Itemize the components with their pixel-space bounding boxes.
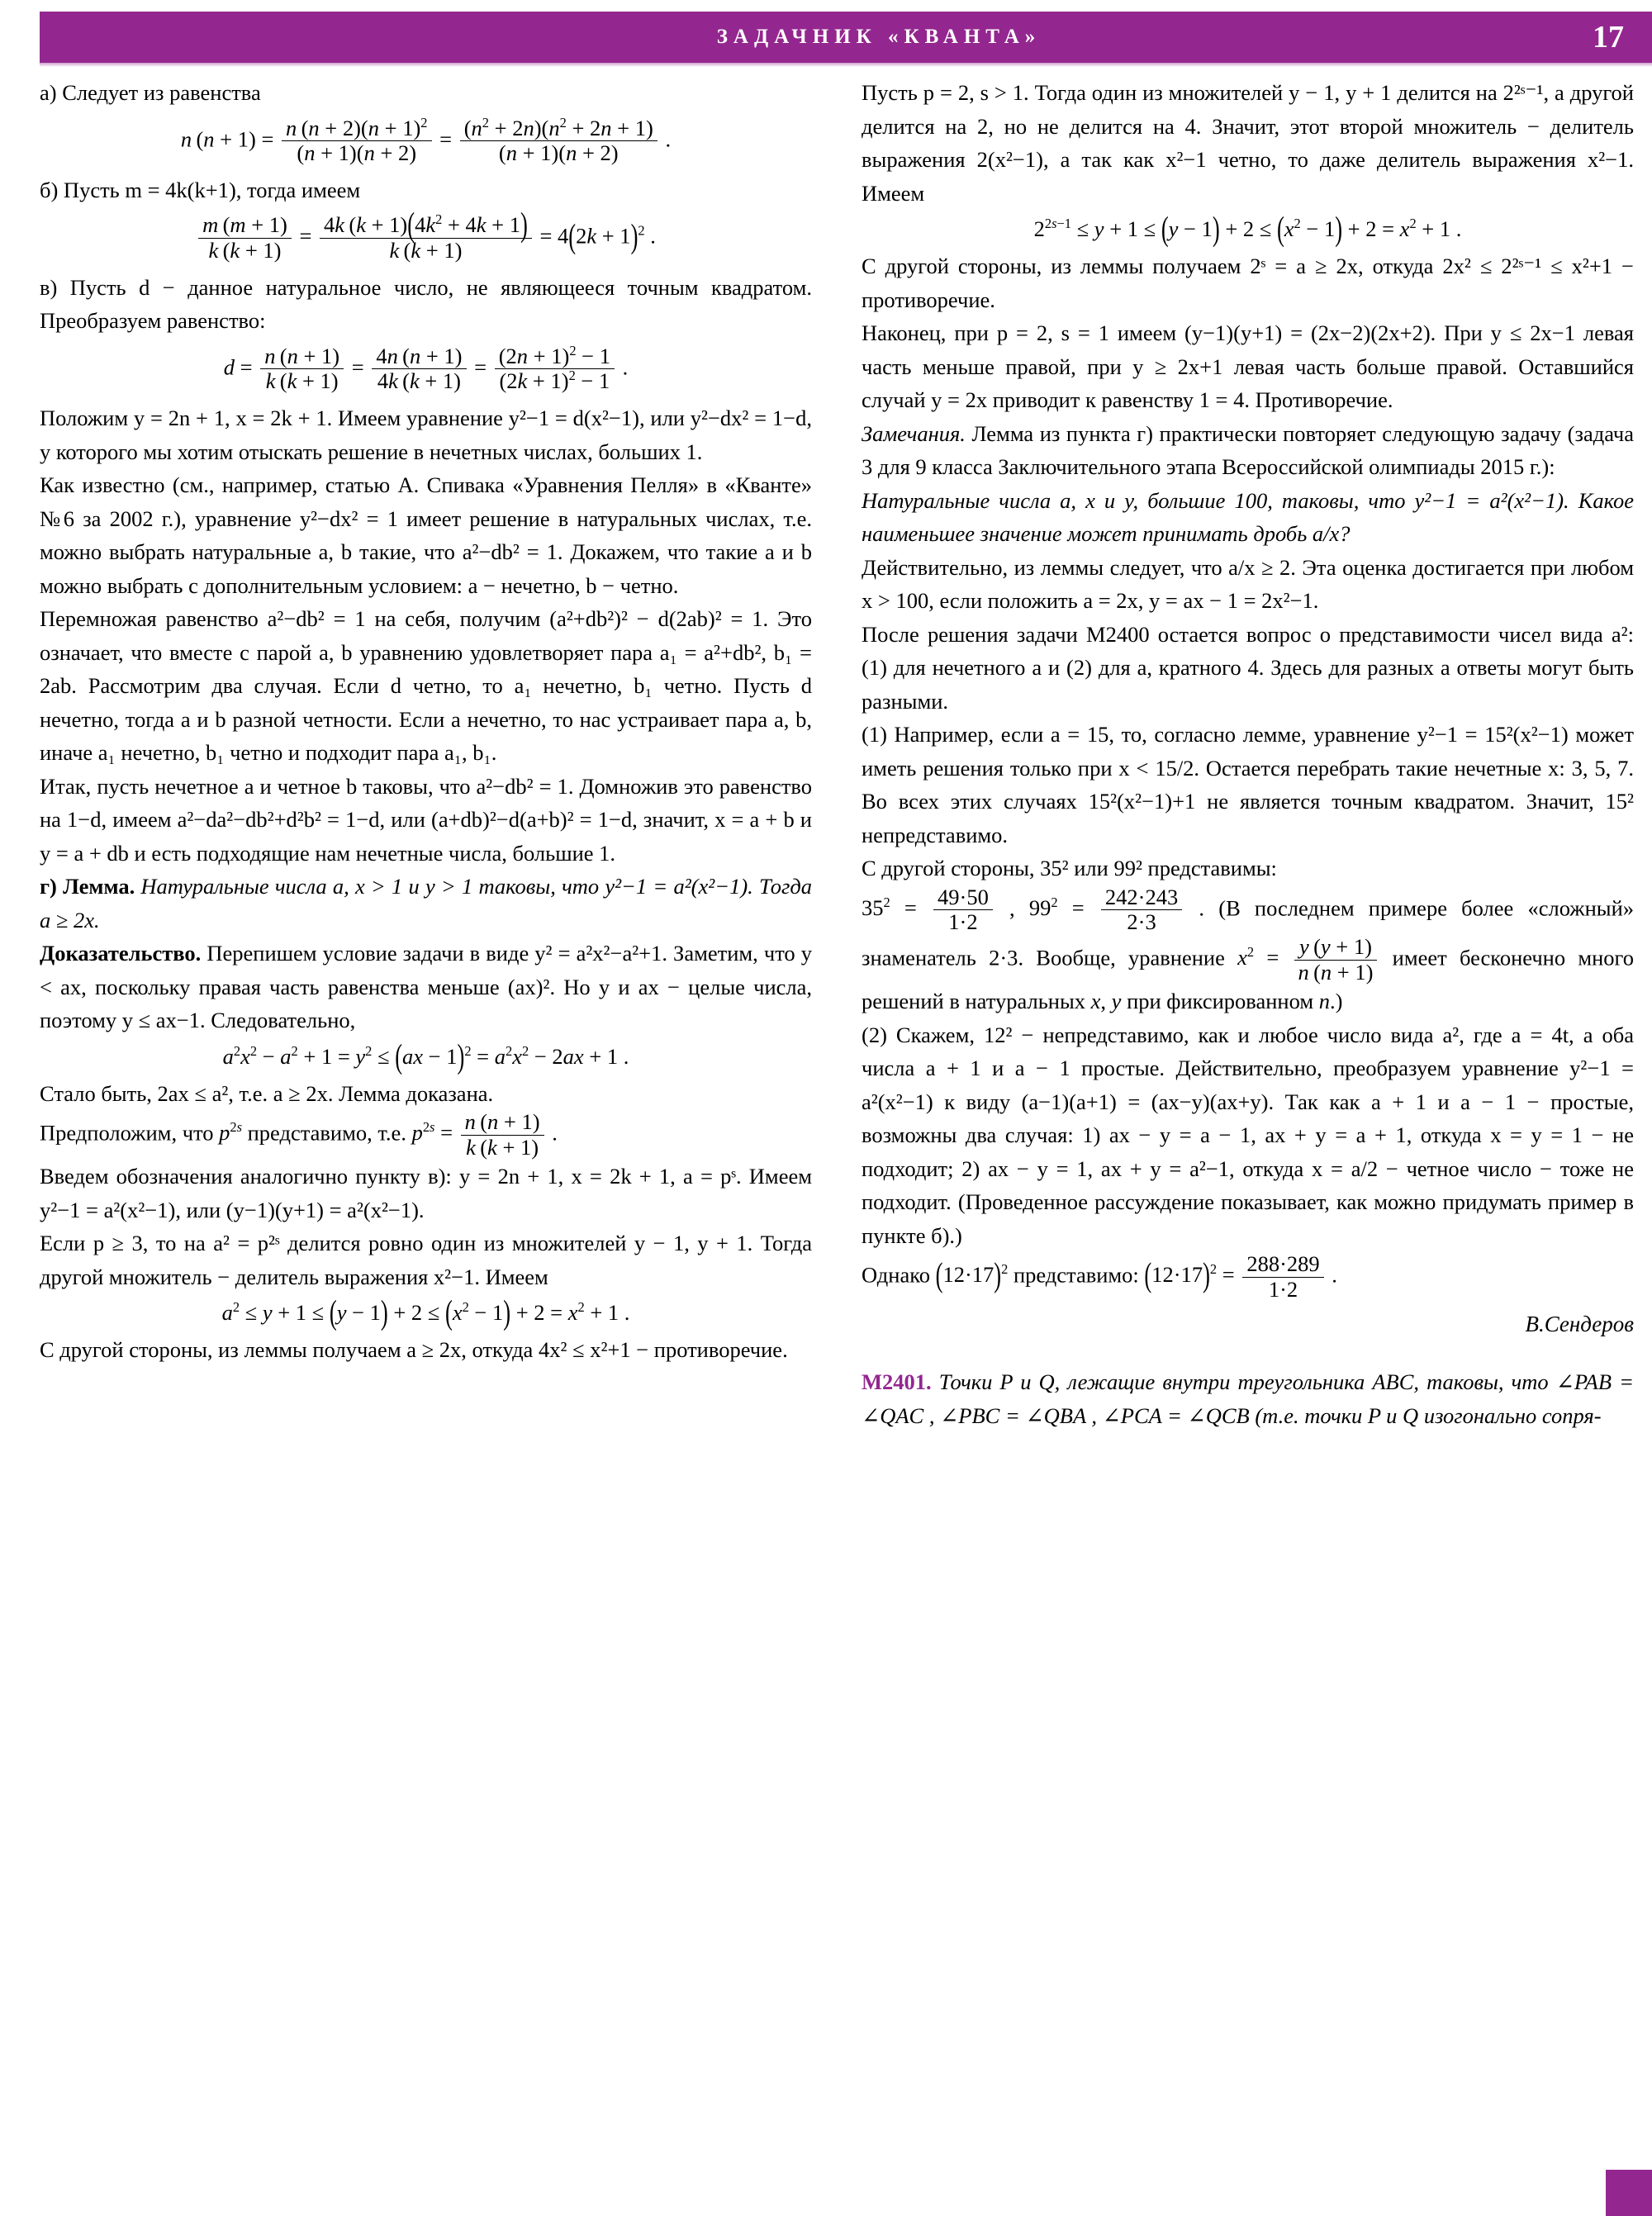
page-header-banner <box>40 12 1652 63</box>
zamechaniya-block <box>862 417 1634 484</box>
page-corner-marker <box>1606 2170 1652 2216</box>
zamechaniya-label: Замечания. <box>862 420 966 446</box>
paragraph-sdrugoy3-text: С другой стороны, 35² или 99² представимы: <box>862 856 1277 880</box>
lemma-block <box>40 870 812 937</box>
paragraph-case-2-text: (2) Скажем, 12² − непредставимо, как и любое число вида a², где a = 4t, а оба числа a + 1 и a − 1 простые. Действительно, преобразуем уравнение y²−1 = a²(x²−1) к виду (a−1)(a+1) = (ax−y)(ax+y). Так как a + 1 и a − 1 − простые, возможны два случая: 1) ax − y = a − 1, ax + y = a + 1, откуда x = y = 1 − не подходит; 2) ax − y = 1, ax + y = a²−1, откуда x = a/2 − четное число − тоже не подходит. (Проведенное рассуждение показывает, как можно придумать пример в пункте б).) <box>862 1022 1634 1248</box>
equation-b: $\frac{m (m + 1)}{k (k + 1)}$ = $\frac{4k (k + 1)(4k^2 + 4k + 1)}{k (k + 1)}$ = $4(2k + 1)^2$ . <box>40 213 812 263</box>
paragraph-sdrugoy <box>40 1333 812 1367</box>
header-shadow <box>40 63 1652 67</box>
paragraph-pust-p2 <box>862 76 1634 210</box>
paragraph-esli-p3-text: Если p ≥ 3, то на a² = p²ˢ делится ровно один из множителей y − 1, y + 1. Тогда другой множитель − делитель выражения x²−1. Имеем <box>40 1231 812 1289</box>
proof-label: Доказательство. <box>40 941 202 966</box>
paragraph-esli-p3 <box>40 1227 812 1293</box>
paragraph-polozhim <box>40 401 812 468</box>
paragraph-case-1-text: (1) Например, если a = 15, то, согласно лемме, уравнение y²−1 = 15²(x²−1) может иметь решения только при x < 15/2. Остается перебрать такие нечетные x: 3, 5, 7. Во всех этих случаях 15²(x²−1)+1 не является точным квадратом. Значит, 15² непредставимо. <box>862 722 1634 847</box>
problem-m2401 <box>862 1365 1634 1432</box>
paragraph-v <box>40 271 812 338</box>
two-column-body <box>40 76 1634 2190</box>
paragraph-deystvitelno-text: Действительно, из леммы следует, что a/x ≥ 2. Эта оценка достигается при любом x > 100, если положить a = 2x, y = ax − 1 = 2x²−1. <box>862 554 1634 613</box>
paragraph-peremnozhaya <box>40 602 812 770</box>
paragraph-case-1 <box>862 718 1634 852</box>
paragraph-kak-izvestno-text: Как известно (см., например, статью А. Спивака «Уравнения Пелля» в «Кванте» №6 за 2002 г.), уравнение y²−dx² = 1 имеет решение в натуральных числах, т.е. можно выбрать натуральные a, b такие, что a²−db² = 1. Докажем, что такие a и b можно выбрать с дополнительным условием: a − нечетно, b − четно. <box>40 472 812 598</box>
paragraph-sdrugoy2 <box>862 249 1634 316</box>
paragraph-nakonets <box>862 316 1634 417</box>
paragraph-case-2 <box>862 1018 1634 1253</box>
left-column <box>40 76 812 1367</box>
paragraph-vvedem <box>40 1160 812 1227</box>
paragraph-sdrugoy-text: С другой стороны, из леммы получаем a ≥ 2x, откуда 4x² ≤ x²+1 − противоречие. <box>40 1337 788 1363</box>
olympiad-task <box>862 484 1634 551</box>
paragraph-v-text: в) Пусть d − данное натуральное число, не являющееся точным квадратом. Преобразуем равенство: <box>40 274 812 334</box>
right-column <box>862 76 1634 1432</box>
paragraph-deystvitelno <box>862 551 1634 618</box>
paragraph-b <box>40 173 812 207</box>
olympiad-task-text: Натуральные числа a, x и y, большие 100, таковы, что y²−1 = a²(x²−1). Какое наименьшее значение может принимать дробь a/x? <box>862 487 1634 546</box>
paragraph-sdrugoy3 <box>862 852 1634 885</box>
equation-2s-chain: $2^{2s-1} \le y + 1 \le (y - 1) + 2 \le (x^2 - 1) + 2 = x^2 + 1$ . <box>1033 209 1462 248</box>
lemma-text: Натуральные числа a, x > 1 и y > 1 таковы, что y²−1 = a²(x²−1). Тогда a ≥ 2x. <box>40 874 813 932</box>
paragraph-peremnozhaya-text: Перемножая равенство a²−db² = 1 на себя, получим (a²+db²)² − d(2ab)² = 1. Это означает, что вместе с парой a, b уравнению удовлетворяет пара a₁ = a²+db², b₁ = 2ab. Рассмотрим два случая. Если d четно, то a₁ нечетно, b₁ четно. Пусть d нечетно, тогда a и b разной четности. Если a нечетно, то нас устраивает пара a, b, иначе a₁ нечетно, b₁ четно и подходит пара a₁, b₁. <box>40 606 812 766</box>
paragraph-odnako: Однако $(12\cdot 17)^2$ представимо: $(12\cdot 17)^2$ = $\frac{288\cdot 289}{1\cdot 2}$ . <box>862 1251 1337 1302</box>
paragraph-stalo-text: Стало быть, 2ax ≤ a², т.е. a ≥ 2x. Лемма доказана. <box>40 1080 494 1106</box>
paragraph-a-text: а) Следует из равенства <box>40 80 261 105</box>
paragraph-predpolozhim: Предположим, что $p^{2s}$ представимо, т.е. $p^{2s}$ = $\frac{n (n + 1)}{k (k + 1)}$ . <box>40 1109 558 1160</box>
equation-a: n (n + 1) = $\frac{n (n + 2)(n + 1)^2}{(n + 1)(n + 2)}$ = $\frac{(n^2 + 2n)(n^2 + 2n + 1)}{(n + 1)(n + 2)}$ . <box>180 114 672 166</box>
equation-a2-chain: $a^2 \le y + 1 \le (y - 1) + 2 \le (x^2 - 1) + 2 = x^2 + 1$ . <box>221 1293 630 1332</box>
paragraph-posle-text: После решения задачи М2400 остается вопрос о представимости чисел вида a²: (1) для нечетного a и (2) для a, кратного 4. Здесь для разных a ответы могут быть разными. <box>862 621 1634 714</box>
paragraph-itak <box>40 770 812 871</box>
equation-v: d = $\frac{n (n + 1)}{k (k + 1)}$ = $\frac{4n (n + 1)}{4k (k + 1)}$ = $\frac{(2n + 1)^2 - 1}{(2k + 1)^2 - 1}$ . <box>223 342 629 394</box>
zamechaniya-text: Лемма из пункта г) практически повторяет следующую задачу (задача 3 для 9 класса Заключительного этапа Всероссийской олимпиады 2015 г.): <box>862 420 1635 479</box>
paragraph-itak-text: Итак, пусть нечетное a и четное b таковы, что a²−db² = 1. Домножив это равенство на 1−d, имеем a²−da²−db²+d²b² = 1−d, или (a+db)²−d(a+b)² = 1−d, значит, x = a + b и y = a + db и есть подходящие нам нечетные числа, большие 1. <box>40 773 812 866</box>
proof-block <box>40 937 812 1037</box>
problem-statement-text: Точки P и Q, лежащие внутри треугольника ABC, таковы, что ∠PAB = ∠QAC , ∠PBC = ∠QBA , ∠PCA = ∠QCB (т.е. точки P и Q изогонально сопря- <box>862 1369 1635 1428</box>
problem-number-label: М2401. <box>862 1369 932 1395</box>
paragraph-b-text: б) Пусть m = 4k(k+1), тогда имеем <box>40 177 361 202</box>
paragraph-kak-izvestno <box>40 468 812 602</box>
page-title: ЗАДАЧНИК «КВАНТА» <box>716 26 1042 48</box>
paragraph-35-99: $35^2$ = $\frac{49\cdot 50}{1\cdot 2}$ , $99^2$ = $\frac{242\cdot 243}{2\cdot 3}$ . (В последнем примере более «сложный» знаменатель 2·3. Вообще, уравнение $x^2$ = $\frac{y (y + 1)}{n (n + 1)}$ имеет бесконечно много решений в натуральных x, y при фиксированном n.) <box>862 884 1635 1014</box>
paragraph-a <box>40 76 812 110</box>
equation-proof: $a^2x^2 - a^2 + 1 = y^2 \le (ax - 1)^2 = a^2x^2 - 2ax + 1$ . <box>222 1037 629 1075</box>
paragraph-vvedem-text: Введем обозначения аналогично пункту в): y = 2n + 1, x = 2k + 1, a = pˢ. Имеем y²−1 = a²(x²−1), или (y−1)(y+1) = a²(x²−1). <box>40 1164 812 1222</box>
paragraph-pust-p2-text: Пусть p = 2, s > 1. Тогда один из множителей y − 1, y + 1 делится на 2²ˢ⁻¹, а другой делится на 2, но не делится на 4. Значит, этот второй множитель − делитель выражения 2(x²−1), а так как x²−1 четно, то даже делитель выражения x²−1. Имеем <box>862 80 1634 206</box>
paragraph-nakonets-text: Наконец, при p = 2, s = 1 имеем (y−1)(y+1) = (2x−2)(2x+2). При y ≤ 2x−1 левая часть меньше правой, при y ≥ 2x+1 левая часть больше правой. Оставшийся случай y = 2x приводит к равенству 1 = 4. Противоречие. <box>862 320 1634 412</box>
paragraph-posle <box>862 618 1634 719</box>
paragraph-polozhim-text: Положим y = 2n + 1, x = 2k + 1. Имеем уравнение y²−1 = d(x²−1), или y²−dx² = 1−d, у которого мы хотим отыскать решение в нечетных числах, больших 1. <box>40 406 812 464</box>
author-signature: В.Сендеров <box>1525 1311 1634 1336</box>
page-number: 17 <box>1593 20 1624 55</box>
lemma-label: г) Лемма. <box>40 874 135 899</box>
paragraph-stalo <box>40 1077 812 1111</box>
proof-text: Перепишем условие задачи в виде y² = a²x²−a²+1. Заметим, что y < ax, поскольку правая часть равенства меньше (ax)². Но y и ax − целые числа, поэтому y ≤ ax−1. Следовательно, <box>40 941 813 1033</box>
paragraph-sdrugoy2-text: С другой стороны, из леммы получаем 2ˢ = a ≥ 2x, откуда 2x² ≤ 2²ˢ⁻¹ ≤ x²+1 − противоречие. <box>862 254 1634 312</box>
